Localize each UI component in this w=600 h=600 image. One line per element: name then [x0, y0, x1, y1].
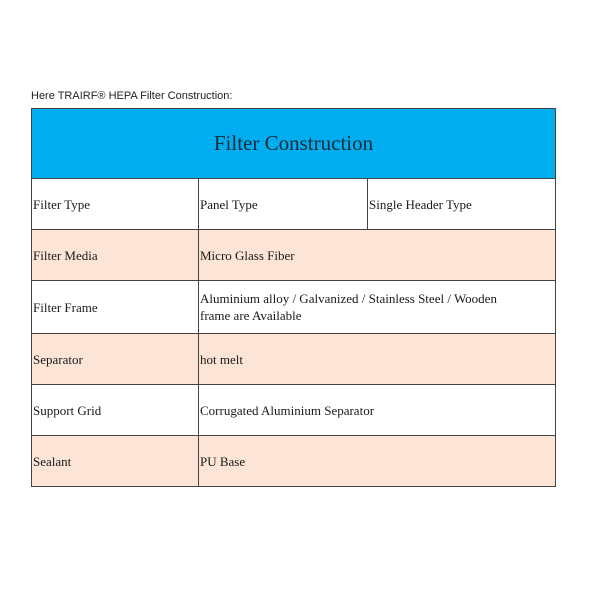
table-row: [32, 334, 556, 385]
table-row: [32, 281, 556, 334]
table-row: [32, 436, 556, 487]
row-label: Separator: [32, 334, 199, 385]
row-value: Micro Glass Fiber: [199, 230, 556, 281]
row-label: Support Grid: [32, 385, 199, 436]
table-row: [32, 385, 556, 436]
row-value: hot melt: [199, 334, 556, 385]
table-caption: Here TRAIRF® HEPA Filter Construction:: [31, 90, 233, 102]
filter-construction-table: [31, 108, 556, 487]
row-value: PU Base: [199, 436, 556, 487]
row-value: Corrugated Aluminium Separator: [199, 385, 556, 436]
table-row: [32, 230, 556, 281]
table-row: [32, 179, 556, 230]
table-title: Filter Construction: [32, 109, 556, 179]
row-label: Filter Media: [32, 230, 199, 281]
row-value: Aluminium alloy / Galvanized / Stainless Steel / Wooden frame are Available: [199, 281, 556, 334]
row-label: Filter Type: [32, 179, 199, 230]
row-value: Single Header Type: [368, 179, 556, 230]
row-value: Panel Type: [199, 179, 368, 230]
row-label: Sealant: [32, 436, 199, 487]
row-label: Filter Frame: [32, 281, 199, 334]
